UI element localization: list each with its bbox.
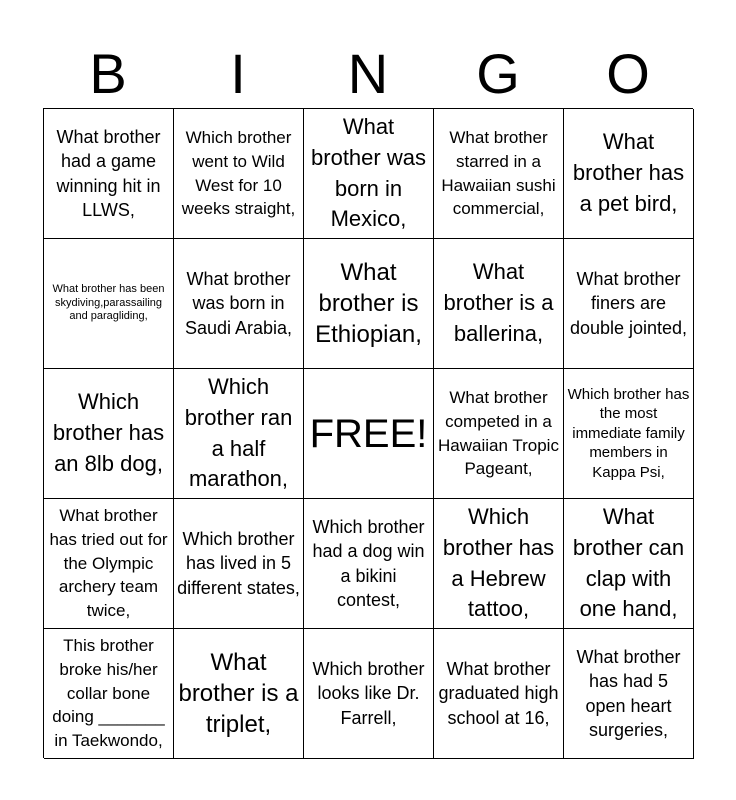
bingo-cell[interactable] <box>304 499 434 629</box>
cell-text: What brother finers are double jointed, <box>569 269 688 338</box>
free-space-text: FREE! <box>309 411 428 456</box>
bingo-cell[interactable] <box>174 239 304 369</box>
cell-text: Which brother has lived in 5 different states, <box>177 529 300 598</box>
cell-text: Which brother has the most immediate family members in Kappa Psi, <box>567 385 690 481</box>
cell-text: What brother has had 5 open heart surgeries, <box>576 646 681 740</box>
cell-text: Which brother has a Hebrew tattoo, <box>442 503 555 622</box>
free-space[interactable] <box>304 369 434 499</box>
bingo-cell[interactable] <box>44 109 174 239</box>
bingo-board <box>43 108 693 758</box>
cell-text: What brother is a ballerina, <box>443 259 554 346</box>
bingo-cell[interactable] <box>434 239 564 369</box>
bingo-cell[interactable] <box>564 109 694 239</box>
cell-text: What brother can clap with one hand, <box>572 503 685 622</box>
bingo-cell[interactable] <box>564 629 694 759</box>
cell-text: What brother was born in Mexico, <box>311 113 426 232</box>
cell-text: What brother competed in a Hawaiian Tropic Pageant, <box>438 387 559 479</box>
bingo-header <box>43 40 693 108</box>
header-letter-i: I <box>230 42 246 105</box>
header-letter-o: O <box>606 42 650 105</box>
cell-text: Which brother looks like Dr. Farrell, <box>312 659 425 728</box>
cell-text: Which brother has an 8lb dog, <box>52 389 165 476</box>
bingo-cell[interactable] <box>44 499 174 629</box>
bingo-cell[interactable] <box>564 499 694 629</box>
cell-text: What brother was born in Saudi Arabia, <box>184 269 293 338</box>
bingo-cell[interactable] <box>44 239 174 369</box>
bingo-cell[interactable] <box>304 109 434 239</box>
cell-text: What brother graduated high school at 16, <box>438 659 559 728</box>
cell-text: What brother had a game winning hit in LLWS, <box>56 126 161 220</box>
bingo-cell[interactable] <box>174 369 304 499</box>
bingo-cell[interactable] <box>434 499 564 629</box>
bingo-cell[interactable] <box>564 369 694 499</box>
cell-text: Which brother ran a half marathon, <box>184 373 293 492</box>
cell-text: What brother is a triplet, <box>178 648 299 739</box>
bingo-cell[interactable] <box>304 629 434 759</box>
header-letter-g: G <box>476 42 520 105</box>
cell-text: Which brother went to Wild West for 10 weeks straight, <box>181 127 296 219</box>
bingo-cell[interactable] <box>434 109 564 239</box>
cell-text: What brother is Ethiopian, <box>315 258 422 349</box>
bingo-cell[interactable] <box>174 109 304 239</box>
bingo-cell[interactable] <box>434 629 564 759</box>
bingo-cell[interactable] <box>304 239 434 369</box>
cell-text: What brother has tried out for the Olympic archery team twice, <box>49 506 168 621</box>
header-letter-n: N <box>347 42 389 105</box>
bingo-cell[interactable] <box>44 629 174 759</box>
cell-text: Which brother had a dog win a bikini contest, <box>312 516 425 610</box>
bingo-cell[interactable] <box>174 499 304 629</box>
header-letter-b: B <box>89 42 127 105</box>
cell-text: What brother starred in a Hawaiian sushi commercial, <box>441 127 556 219</box>
bingo-cell[interactable] <box>434 369 564 499</box>
cell-text: What brother has been skydiving,parassailing and paragliding, <box>52 282 165 323</box>
bingo-cell[interactable] <box>564 239 694 369</box>
cell-text: This brother broke his/her collar bone doing _______ in Taekwondo, <box>52 636 165 751</box>
bingo-cell[interactable] <box>174 629 304 759</box>
cell-text: What brother has a pet bird, <box>572 129 685 216</box>
bingo-cell[interactable] <box>44 369 174 499</box>
